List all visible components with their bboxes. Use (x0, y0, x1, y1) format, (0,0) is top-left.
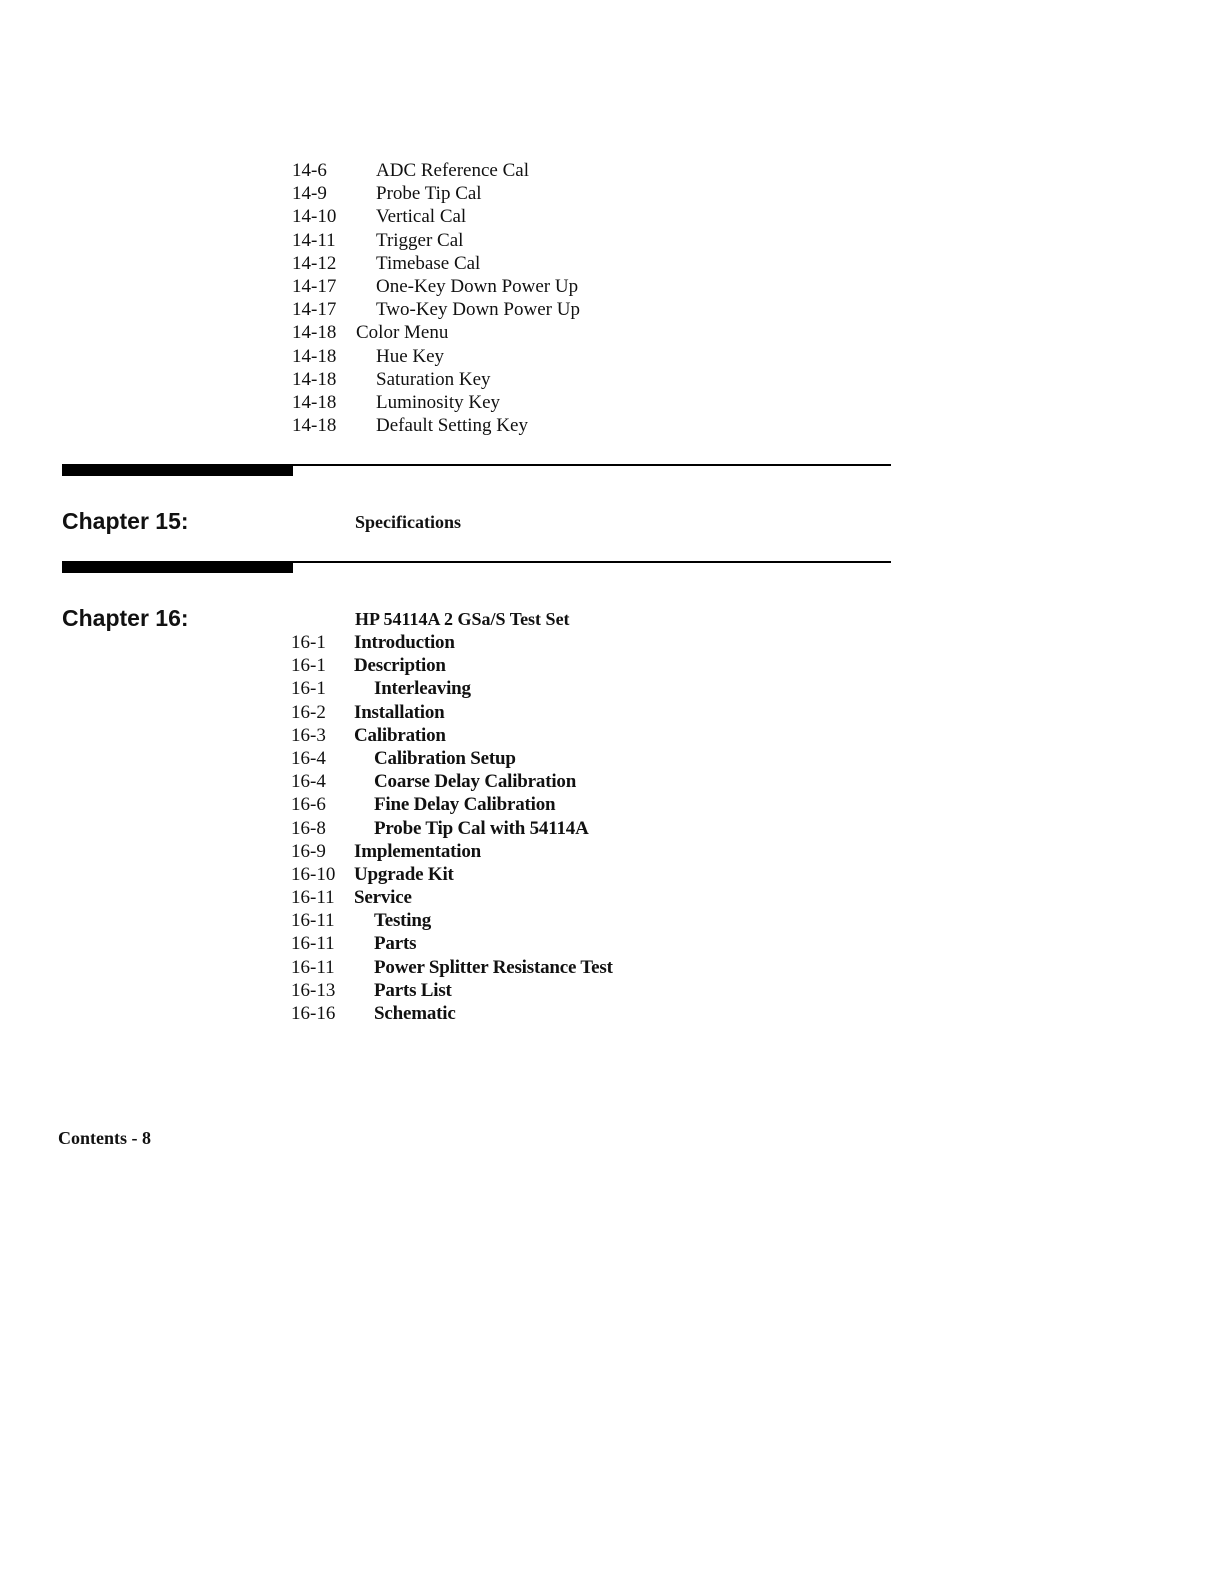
toc-entry (0, 229, 1224, 252)
toc-entry-title: Luminosity Key (376, 391, 501, 413)
chapter-15-title: Specifications (355, 512, 461, 532)
chapter-16-divider (62, 561, 891, 575)
divider-thick-bar (62, 561, 293, 573)
toc-entry-title: Probe Tip Cal with 54114A (374, 817, 589, 839)
toc-entry-title: Testing (374, 910, 432, 932)
toc-page-number: 14-11 (292, 229, 336, 251)
toc-page-number: 14-18 (292, 345, 337, 367)
toc-entry (0, 956, 1224, 979)
toc-entry-title: Hue Key (376, 345, 445, 367)
divider-thin-line (293, 561, 891, 563)
toc-entry (0, 770, 1224, 793)
toc-entry-title: Service (354, 887, 412, 909)
toc-page-number: 16-1 (291, 632, 326, 653)
toc-entry-title: Calibration Setup (374, 747, 516, 769)
toc-entry-title: ADC Reference Cal (376, 160, 529, 181)
toc-page-number: 14-18 (292, 391, 337, 413)
toc-page-number: 16-6 (291, 794, 326, 816)
toc-entry-title: Parts List (374, 979, 452, 1001)
toc-chapter-14-continued (0, 159, 1224, 437)
toc-entry-title: Trigger Cal (376, 229, 464, 251)
toc-entry (0, 793, 1224, 816)
toc-entry (0, 275, 1224, 298)
toc-entry (0, 159, 1224, 182)
toc-entry-title: Upgrade Kit (354, 863, 454, 885)
toc-entry-title: Probe Tip Cal (376, 183, 482, 205)
toc-entry-title: One-Key Down Power Up (376, 275, 579, 297)
toc-page-number: 14-17 (292, 299, 337, 321)
toc-entry (0, 414, 1224, 437)
toc-page-number: 16-11 (291, 933, 335, 955)
divider-thick-bar (62, 464, 293, 476)
toc-page-number: 14-12 (292, 252, 337, 274)
chapter-15-divider (62, 464, 891, 478)
toc-page-number: 16-4 (291, 771, 326, 793)
toc-page-number: 16-2 (291, 701, 326, 723)
toc-entry (0, 747, 1224, 770)
toc-page-number: 14-18 (292, 322, 337, 344)
toc-entry (0, 631, 1224, 654)
toc-entry-title: Vertical Cal (376, 206, 467, 228)
toc-entry (0, 252, 1224, 275)
toc-entry-title: Parts (374, 933, 417, 955)
toc-page-number: 16-11 (291, 910, 335, 932)
toc-entry-title: Schematic (374, 1003, 456, 1024)
toc-page-number: 14-17 (292, 275, 337, 297)
toc-page-number: 14-18 (292, 415, 337, 437)
toc-page-number: 14-6 (292, 160, 327, 181)
chapter-16-label: Chapter 16: (62, 605, 189, 631)
toc-entry-title: Saturation Key (376, 368, 491, 390)
toc-entry-title: Timebase Cal (376, 252, 481, 274)
divider-thin-line (293, 464, 891, 466)
toc-entry (0, 724, 1224, 747)
toc-entry-title: Color Menu (356, 322, 449, 344)
toc-entry (0, 654, 1224, 677)
toc-page-number: 16-8 (291, 817, 326, 839)
toc-entry-title: Introduction (354, 632, 455, 653)
toc-page-number: 16-13 (291, 979, 336, 1001)
toc-entry (0, 909, 1224, 932)
toc-chapter-16 (0, 631, 1224, 1025)
toc-entry (0, 886, 1224, 909)
toc-entry-title: Default Setting Key (376, 415, 528, 437)
page-footer: Contents - 8 (58, 1128, 151, 1148)
toc-page-number: 16-4 (291, 747, 326, 769)
toc-entry (0, 932, 1224, 955)
toc-entry-title: Description (354, 655, 446, 677)
toc-page-number: 16-1 (291, 678, 326, 700)
toc-page-number: 16-10 (291, 863, 336, 885)
toc-entry (0, 368, 1224, 391)
toc-page-number: 14-18 (292, 368, 337, 390)
toc-entry (0, 321, 1224, 344)
toc-entry (0, 817, 1224, 840)
toc-entry (0, 863, 1224, 886)
toc-entry-title: Coarse Delay Calibration (374, 771, 577, 793)
toc-entry (0, 1002, 1224, 1025)
toc-entry (0, 840, 1224, 863)
toc-page-number: 16-3 (291, 724, 326, 746)
chapter-15-label: Chapter 15: (62, 508, 189, 534)
toc-entry (0, 391, 1224, 414)
toc-entry (0, 701, 1224, 724)
toc-page-number: 16-11 (291, 956, 335, 978)
toc-entry (0, 345, 1224, 368)
toc-page-number: 16-9 (291, 840, 326, 862)
toc-entry (0, 182, 1224, 205)
toc-entry (0, 205, 1224, 228)
toc-entry-title: Fine Delay Calibration (374, 794, 556, 816)
toc-page-number: 16-11 (291, 887, 335, 909)
toc-entry (0, 298, 1224, 321)
toc-entry (0, 979, 1224, 1002)
toc-page-number: 14-10 (292, 206, 337, 228)
toc-entry (0, 677, 1224, 700)
toc-entry-title: Implementation (354, 840, 482, 862)
toc-entry-title: Installation (354, 701, 445, 723)
chapter-16-title: HP 54114A 2 GSa/S Test Set (355, 609, 570, 629)
toc-page-number: 16-16 (291, 1003, 336, 1024)
toc-page-number: 16-1 (291, 655, 326, 677)
toc-entry-title: Calibration (354, 724, 446, 746)
toc-page-number: 14-9 (292, 183, 327, 205)
toc-entry-title: Two-Key Down Power Up (376, 299, 580, 321)
toc-entry-title: Power Splitter Resistance Test (374, 956, 613, 978)
toc-entry-title: Interleaving (374, 678, 471, 700)
